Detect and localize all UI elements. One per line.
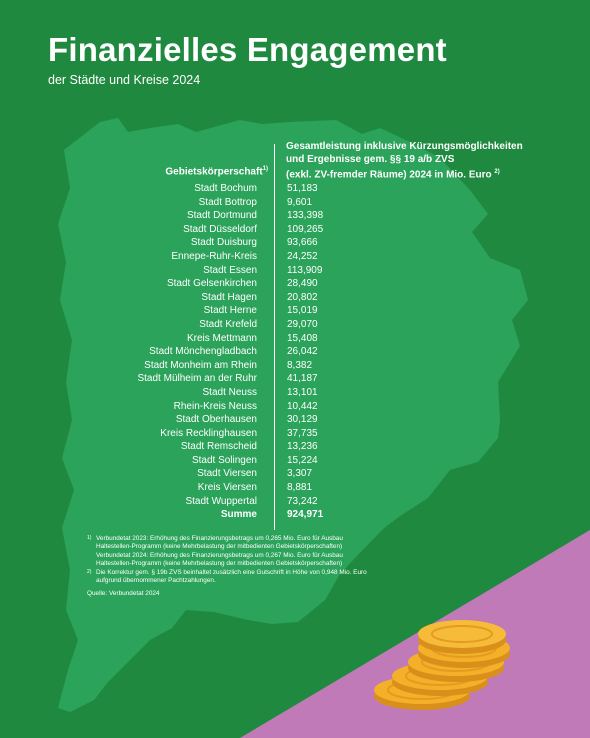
footnote-1 <box>87 535 417 569</box>
column-header-amount <box>286 141 536 182</box>
table-row <box>0 386 590 400</box>
region-value: 41,187 <box>287 373 318 385</box>
region-value: 10,442 <box>287 400 318 412</box>
table-row <box>0 182 590 196</box>
region-name: Stadt Hagen <box>201 291 257 303</box>
footnote-line: Die Korrektur gem. § 19b ZVS beinhaltet zusätzlich eine Gutschrift in Höhe von 0,948 Mio. Euro <box>96 568 367 576</box>
table-row <box>0 332 590 346</box>
region-name: Stadt Krefeld <box>199 318 257 330</box>
region-value: 13,236 <box>287 441 318 453</box>
region-value: 93,666 <box>287 237 318 249</box>
footnote-marker: 2) <box>494 169 500 175</box>
region-value: 109,265 <box>287 223 324 235</box>
table-row <box>0 250 590 264</box>
region-name: Stadt Duisburg <box>190 237 257 249</box>
region-value: 15,019 <box>287 305 318 317</box>
column-header-line: Gesamtleistung inklusive Kürzungsmöglichkeiten <box>286 141 523 152</box>
region-value: 15,408 <box>287 332 318 344</box>
column-header-line <box>286 166 536 182</box>
region-name: Kreis Viersen <box>197 482 257 494</box>
total-label: Summe <box>220 509 257 521</box>
region-name: Kreis Recklinghausen <box>160 427 257 439</box>
region-name: Stadt Essen <box>203 264 257 276</box>
region-value: 24,252 <box>287 250 318 262</box>
table-row <box>0 427 590 441</box>
region-name: Stadt Dortmund <box>186 210 257 222</box>
table-row <box>0 304 590 318</box>
source-note: Quelle: Verbundetat 2024 <box>87 590 160 597</box>
table-row <box>0 291 590 305</box>
table-row <box>0 454 590 468</box>
table-row <box>0 481 590 495</box>
region-value: 8,881 <box>287 482 313 494</box>
footnote-marker: 2) <box>87 568 92 575</box>
footnote-2 <box>87 569 417 586</box>
region-value: 20,802 <box>287 291 318 303</box>
region-name: Stadt Bochum <box>194 183 257 194</box>
table-row <box>0 345 590 359</box>
region-name: Stadt Solingen <box>191 454 257 466</box>
page-title: Finanzielles Engagement <box>48 31 447 68</box>
table-row <box>0 467 590 481</box>
table-row <box>0 440 590 454</box>
region-name: Stadt Monheim am Rhein <box>144 359 257 371</box>
data-table <box>0 182 590 522</box>
region-value: 30,129 <box>287 414 318 426</box>
region-name: Stadt Mönchengladbach <box>149 346 257 358</box>
region-value: 51,183 <box>287 183 318 194</box>
region-value: 8,382 <box>287 359 313 371</box>
table-row <box>0 495 590 509</box>
table-row <box>0 372 590 386</box>
region-name: Kreis Mettmann <box>186 332 257 344</box>
region-value: 37,735 <box>287 427 318 439</box>
region-name: Stadt Herne <box>203 305 257 317</box>
page-subtitle: der Städte und Kreise 2024 <box>48 73 201 87</box>
footnotes <box>87 535 417 585</box>
region-value: 29,070 <box>287 318 318 330</box>
region-value: 133,398 <box>287 210 324 222</box>
region-name: Stadt Viersen <box>197 468 257 480</box>
region-name: Stadt Remscheid <box>180 441 257 453</box>
table-row <box>0 264 590 278</box>
region-name: Stadt Oberhausen <box>175 414 257 426</box>
column-header-region <box>165 166 268 177</box>
region-name: Stadt Düsseldorf <box>183 223 257 235</box>
column-header-line: und Ergebnisse gem. §§ 19 a/b ZVS <box>286 153 455 165</box>
footnote-line: aufgrund übernommener Pachtzahlungen. <box>96 577 216 585</box>
column-header-region-label: Gebietskörperschaft <box>165 166 263 178</box>
footnote-line: Verbundetat 2024: Erhöhung des Finanzierungsbetrags um 0,267 Mio. Euro für Ausbau <box>96 551 343 559</box>
footnote-line: Haltestellen-Programm (keine Mehrbelastung der mitbedienten Gebietskörperschaften) <box>96 560 343 568</box>
table-row <box>0 359 590 373</box>
table-row-total <box>0 508 590 522</box>
region-value: 15,224 <box>287 454 318 466</box>
column-header-line-text: (exkl. ZV-fremder Räume) 2024 in Mio. Euro <box>286 169 492 181</box>
total-value: 924,971 <box>287 509 324 521</box>
region-name: Stadt Bottrop <box>198 196 257 208</box>
region-value: 9,601 <box>287 196 313 208</box>
region-value: 73,242 <box>287 495 318 507</box>
footnote-line: Haltestellen-Programm (keine Mehrbelastung der mitbedienten Gebietskörperschaften) <box>96 543 343 551</box>
table-row <box>0 277 590 291</box>
table-row <box>0 400 590 414</box>
table-row <box>0 413 590 427</box>
region-value: 113,909 <box>287 264 323 276</box>
region-name: Stadt Mülheim an der Ruhr <box>137 373 257 385</box>
region-name: Rhein-Kreis Neuss <box>173 400 257 412</box>
region-name: Stadt Neuss <box>202 386 257 398</box>
coin-stack-icon <box>360 610 540 720</box>
table-row <box>0 209 590 223</box>
footnote-marker: 1) <box>262 166 268 172</box>
region-value: 26,042 <box>287 346 318 358</box>
region-name: Stadt Wuppertal <box>185 495 257 507</box>
footnote-marker: 1) <box>87 535 92 541</box>
table-row <box>0 223 590 237</box>
region-name: Ennepe-Ruhr-Kreis <box>171 250 257 262</box>
region-value: 13,101 <box>287 386 318 398</box>
table-row <box>0 318 590 332</box>
table-row <box>0 196 590 210</box>
region-name: Stadt Gelsenkirchen <box>166 278 257 290</box>
table-row <box>0 236 590 250</box>
region-value: 28,490 <box>287 278 318 290</box>
region-value: 3,307 <box>287 468 313 480</box>
footnote-line: Verbundetat 2023: Erhöhung des Finanzierungsbetrags um 0,265 Mio. Euro für Ausbau <box>96 535 343 542</box>
